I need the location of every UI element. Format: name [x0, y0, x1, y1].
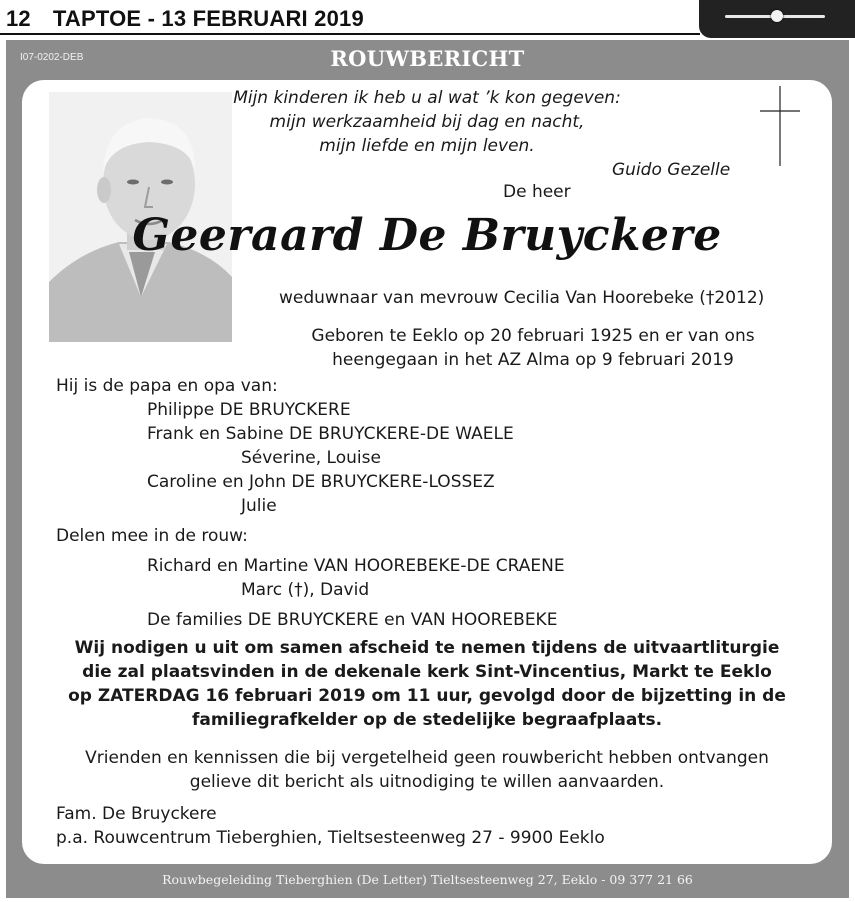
family-member: Julie — [241, 496, 277, 516]
family-member: Caroline en John DE BRUYCKERE-LOSSEZ — [147, 472, 495, 492]
zoom-slider[interactable] — [699, 0, 855, 38]
quote-line: mijn liefde en mijn leven. — [319, 136, 535, 156]
mourner: Marc (†), David — [241, 580, 370, 600]
zoom-slider-thumb[interactable] — [771, 10, 783, 22]
mourn-intro: Delen mee in de rouw: — [56, 526, 248, 546]
invitation-line: familiegrafkelder op de stedelijke begraafplaats. — [191, 710, 663, 730]
issue-title: TAPTOE - 13 FEBRUARI 2019 — [52, 6, 364, 31]
header-title-row — [6, 6, 364, 32]
family-member: Frank en Sabine DE BRUYCKERE-DE WAELE — [147, 424, 514, 444]
signature-line: p.a. Rouwcentrum Tieberghien, Tieltsesteenweg 27 - 9900 Eeklo — [56, 828, 605, 848]
reference-code: I07-0202-DEB — [20, 52, 84, 63]
obituary-frame — [6, 40, 849, 898]
death-line: heengegaan in het AZ Alma op 9 februari 2019 — [332, 350, 734, 370]
quote-line: mijn werkzaamheid bij dag en nacht, — [269, 112, 585, 132]
mourner: Richard en Martine VAN HOOREBEKE-DE CRAENE — [147, 556, 565, 576]
mourner: De families DE BRUYCKERE en VAN HOOREBEKE — [147, 610, 558, 630]
birth-line: Geboren te Eeklo op 20 februari 1925 en er van ons — [311, 326, 755, 346]
quote-line: Mijn kinderen ik heb u al wat ’k kon gegeven: — [233, 88, 621, 108]
family-intro: Hij is de papa en opa van: — [56, 376, 278, 396]
invitation-line: op ZATERDAG 16 februari 2019 om 11 uur, gevolgd door de bijzetting in de — [68, 686, 786, 706]
obituary-panel — [22, 80, 832, 864]
funeral-home-footer: Rouwbegeleiding Tieberghien (De Letter) Tieltsesteenweg 27, Eeklo - 09 377 21 66 — [162, 872, 693, 887]
quote-author: Guido Gezelle — [612, 160, 731, 180]
invitation-line: Wij nodigen u uit om samen afscheid te nemen tijdens de uitvaartliturgie — [74, 638, 780, 658]
page-number: 12 — [6, 6, 31, 31]
salutation: De heer — [503, 182, 571, 202]
signature-line: Fam. De Bruyckere — [56, 804, 217, 824]
header-rule — [0, 33, 700, 35]
family-member: Philippe DE BRUYCKERE — [147, 400, 351, 420]
invitation-line: die zal plaatsvinden in de dekenale kerk Sint-Vincentius, Markt te Eeklo — [82, 662, 772, 682]
notice-line: Vrienden en kennissen die bij vergetelheid geen rouwbericht hebben ontvangen — [85, 748, 769, 768]
family-member: Séverine, Louise — [241, 448, 381, 468]
page-header — [0, 0, 855, 38]
deceased-name: Geeraard De Bruyckere — [132, 210, 722, 261]
notice-line: gelieve dit bericht als uitnodiging te willen aanvaarden. — [189, 772, 665, 792]
widower-line: weduwnaar van mevrouw Cecilia Van Hoorebeke (†2012) — [279, 288, 765, 308]
banner-title: ROUWBERICHT — [330, 46, 525, 71]
